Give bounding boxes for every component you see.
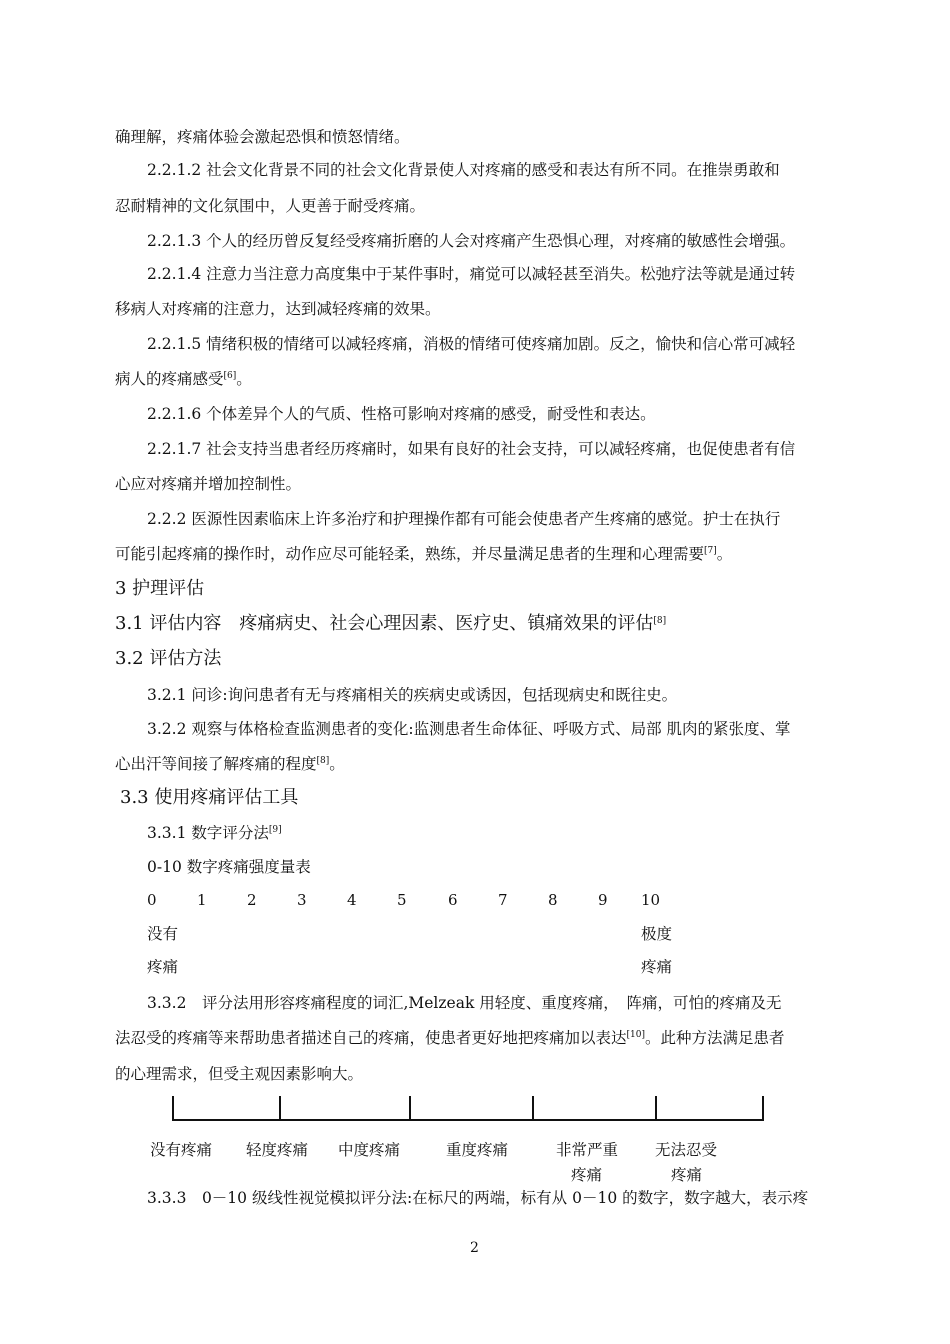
citation: [6] [223, 371, 237, 381]
paragraph-line: 病人的疼痛感受[6]。 [115, 370, 252, 388]
scale-baseline [172, 1119, 764, 1121]
paragraph-line: 的心理需求，但受主观因素影响大。 [115, 1065, 364, 1083]
paragraph-line: 2.2.1.6 个体差异个人的气质、性格可影响对疼痛的感受，耐受性和表达。 [147, 405, 656, 423]
scale-number: 4 [347, 891, 357, 909]
paragraph-line: 3.3.2 评分法用形容疼痛程度的词汇,Melzeak 用轻度、重度疼痛， 阵痛，可怕的疼痛及无 [147, 994, 782, 1012]
scale-low-label: 没有 [147, 925, 179, 943]
scale-number: 0 [147, 891, 157, 909]
scale-label-very-severe: 疼痛 [571, 1166, 603, 1184]
scale-title: 0-10 数字疼痛强度量表 [147, 858, 311, 876]
scale-label-unbearable: 无法忍受 [655, 1141, 718, 1159]
scale-label-mild: 轻度疼痛 [246, 1141, 309, 1159]
scale-label-none: 没有疼痛 [150, 1141, 213, 1159]
paragraph-line: 2.2.1.4 注意力当注意力高度集中于某件事时，痛觉可以减轻甚至消失。松弛疗法等就是通过转 [147, 265, 796, 283]
citation: [8] [653, 616, 667, 626]
scale-number: 6 [448, 891, 458, 909]
scale-number: 5 [397, 891, 407, 909]
scale-tick [655, 1096, 657, 1121]
scale-tick [762, 1096, 764, 1121]
paragraph-line: 移病人对疼痛的注意力，达到减轻疼痛的效果。 [115, 300, 441, 318]
citation: [10] [626, 1030, 645, 1040]
citation: [9] [268, 825, 282, 835]
page-number: 2 [470, 1240, 479, 1256]
paragraph-line: 2.2.1.3 个人的经历曾反复经受疼痛折磨的人会对疼痛产生恐惧心理，对疼痛的敏感性会增强。 [147, 232, 796, 250]
paragraph-line: 2.2.1.2 社会文化背景不同的社会文化背景使人对疼痛的感受和表达有所不同。在推崇勇敢和 [147, 161, 780, 179]
subsection-heading: 3.2 评估方法 [115, 648, 222, 669]
scale-label-moderate: 中度疼痛 [338, 1141, 401, 1159]
scale-number: 10 [641, 891, 661, 909]
section-heading: 3 护理评估 [115, 578, 205, 599]
scale-high-label: 极度 [641, 925, 673, 943]
scale-number: 9 [598, 891, 608, 909]
scale-number: 7 [498, 891, 508, 909]
paragraph-line: 3.3.1 数字评分法[9] [147, 824, 282, 842]
paragraph-line: 2.2.1.7 社会支持当患者经历疼痛时，如果有良好的社会支持，可以减轻疼痛，也促使患者有信 [147, 440, 796, 458]
scale-label-unbearable: 疼痛 [671, 1166, 703, 1184]
scale-tick [172, 1096, 174, 1121]
scale-low-label: 疼痛 [147, 958, 179, 976]
scale-number: 8 [548, 891, 558, 909]
citation: [7] [704, 546, 717, 556]
paragraph-line: 心应对疼痛并增加控制性。 [115, 475, 302, 493]
scale-tick [532, 1096, 534, 1121]
paragraph-line: 心出汗等间接了解疼痛的程度[8]。 [115, 755, 345, 773]
paragraph-line: 2.2.2 医源性因素临床上许多治疗和护理操作都有可能会使患者产生疼痛的感觉。护士在执行 [147, 510, 781, 528]
scale-number: 2 [247, 891, 257, 909]
scale-label-very-severe: 非常严重 [556, 1141, 619, 1159]
scale-tick [279, 1096, 281, 1121]
paragraph-line: 忍耐精神的文化氛围中，人更善于耐受疼痛。 [115, 197, 426, 215]
paragraph-line: 2.2.1.5 情绪积极的情绪可以减轻疼痛，消极的情绪可使疼痛加剧。反之，愉快和信心常可减轻 [147, 335, 796, 353]
paragraph-line: 法忍受的疼痛等来帮助患者描述自己的疼痛，使患者更好地把疼痛加以表达[10]。此种方法满足患者 [115, 1029, 785, 1047]
paragraph-line: 3.2.1 问诊:询问患者有无与疼痛相关的疾病史或诱因，包括现病史和既往史。 [147, 686, 678, 704]
paragraph-line: 确理解，疼痛体验会激起恐惧和愤怒情绪。 [115, 128, 410, 146]
scale-number: 1 [197, 891, 207, 909]
subsection-heading: 3.1 评估内容 疼痛病史、社会心理因素、医疗史、镇痛效果的评估[8] [115, 613, 667, 634]
subsection-heading: 3.3 使用疼痛评估工具 [120, 787, 299, 808]
scale-number: 3 [297, 891, 307, 909]
scale-label-severe: 重度疼痛 [446, 1141, 509, 1159]
paragraph-line: 3.2.2 观察与体格检查监测患者的变化:监测患者生命体征、呼吸方式、局部 肌肉的紧张度、掌 [147, 720, 791, 738]
paragraph-line: 可能引起疼痛的操作时，动作应尽可能轻柔，熟练，并尽量满足患者的生理和心理需要[7]。 [115, 545, 733, 563]
scale-high-label: 疼痛 [641, 958, 673, 976]
scale-tick [409, 1096, 411, 1121]
citation: [8] [316, 756, 330, 766]
paragraph-line: 3.3.3 0－10 级线性视觉模拟评分法:在标尺的两端，标有从 0－10 的数字，数字越大，表示疼 [147, 1189, 809, 1207]
